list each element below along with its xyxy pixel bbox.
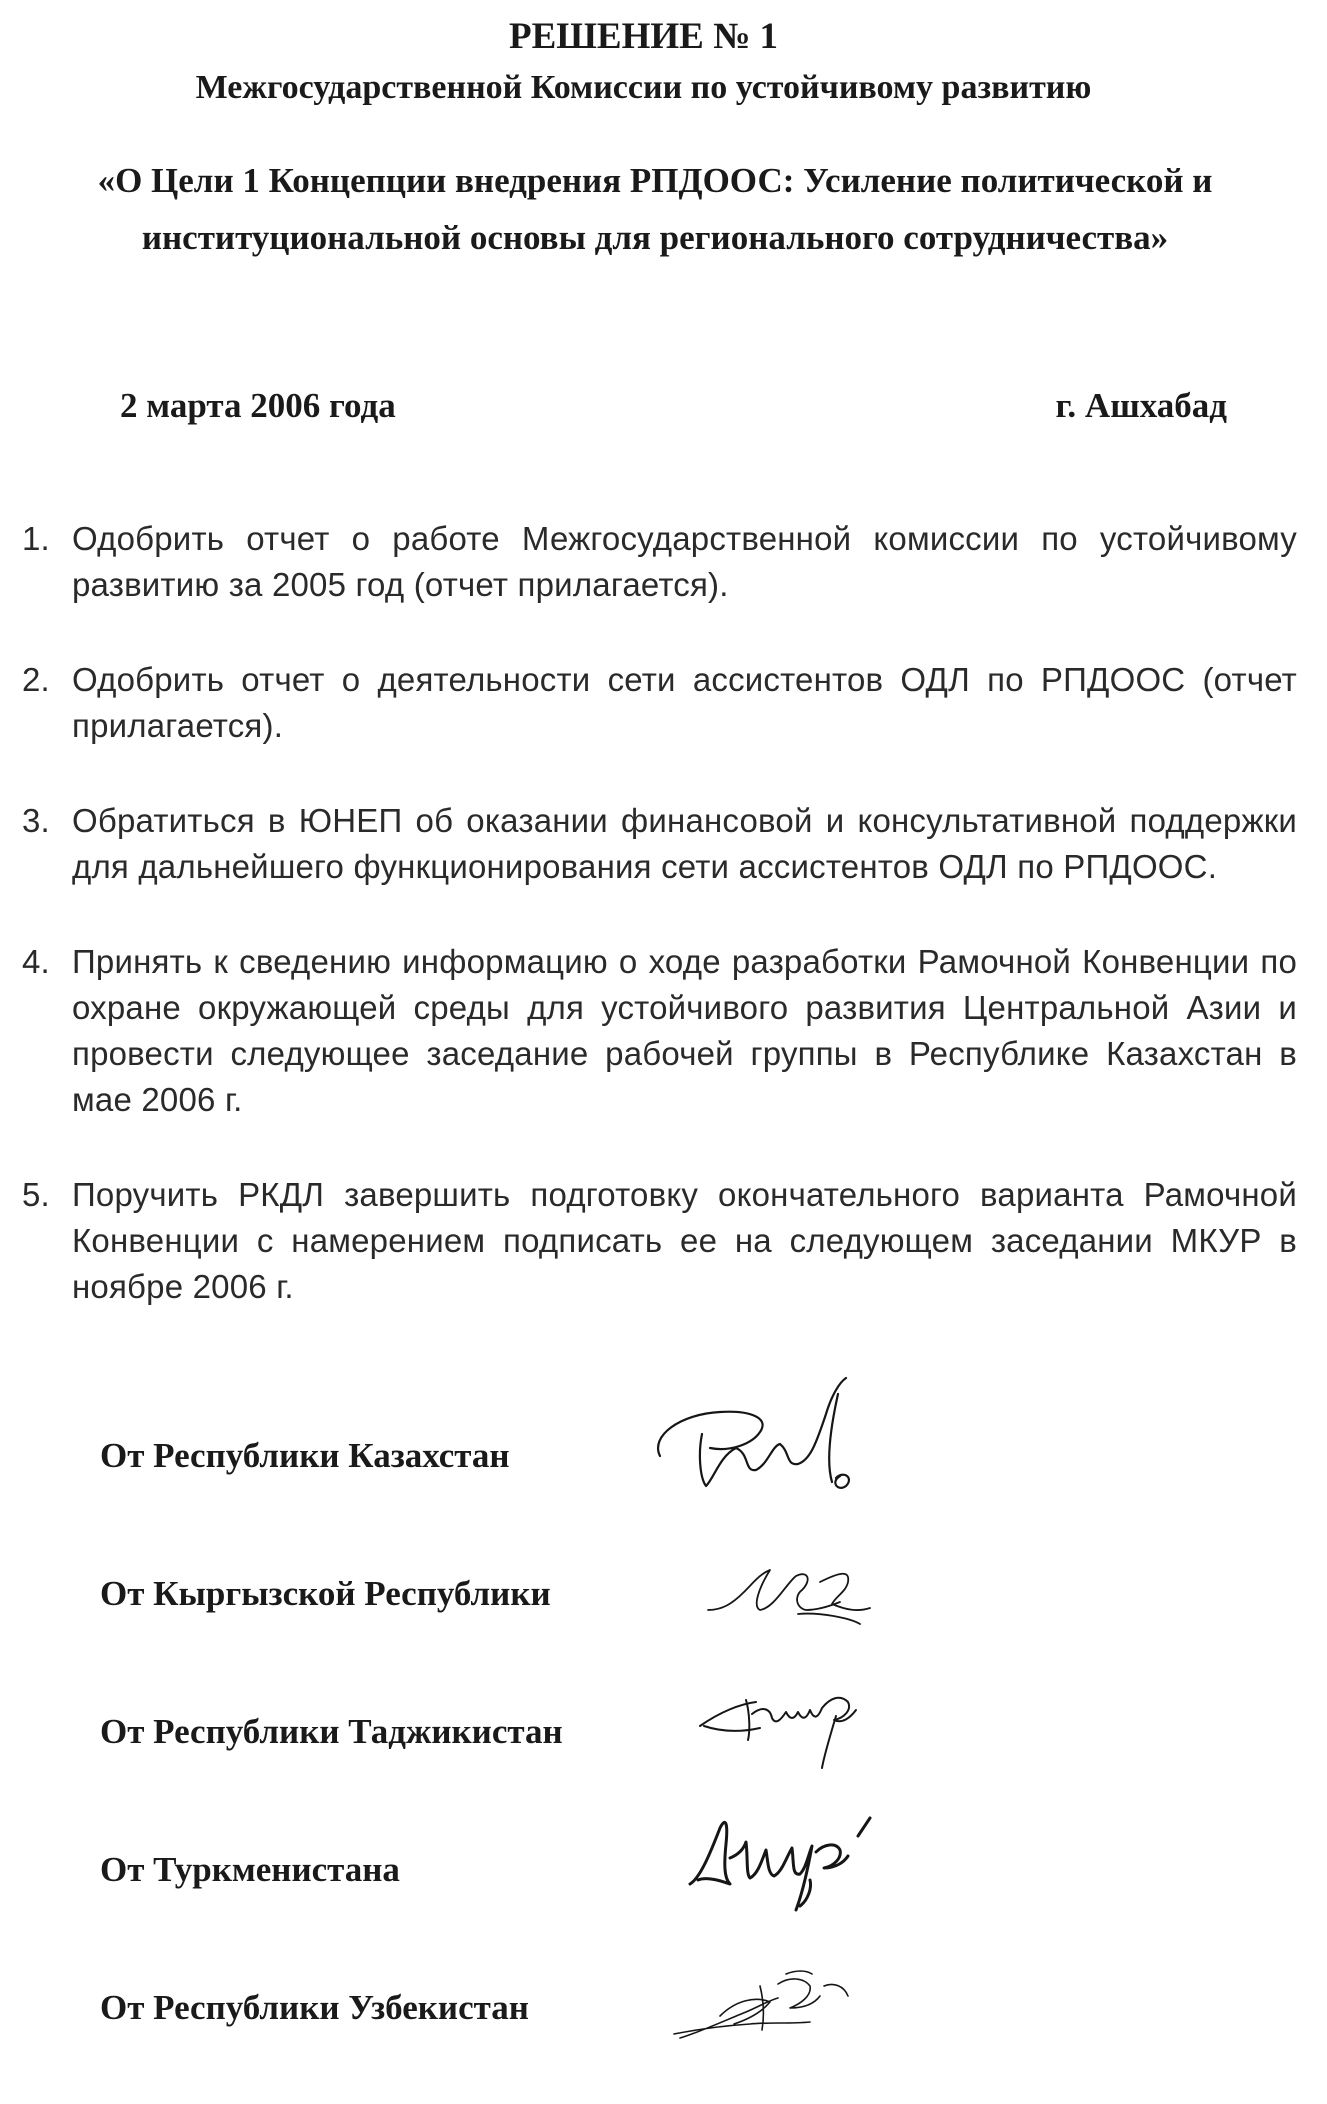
item-text: Поручить РКДЛ завершить подготовку окончательного варианта Рамочной Конвенции с намерением подписать ее на следующем заседании МКУР в ноябре 2006 г. <box>72 1176 1297 1305</box>
signature-mark <box>640 1374 880 1504</box>
item-number: 5. <box>22 1176 50 1213</box>
signature-mark <box>660 1926 900 2056</box>
decision-subject <box>20 152 1290 266</box>
signature-mark <box>700 1512 940 1642</box>
decision-items <box>22 516 1297 1359</box>
signature-mark <box>680 1788 920 1918</box>
subject-line: институциональной основы для регионального сотрудничества» <box>141 218 1169 257</box>
decision-item <box>22 657 1297 749</box>
decision-title: РЕШЕНИЕ № 1 <box>508 16 778 57</box>
signatory-label: От Кыргызской Республики <box>100 1574 551 1613</box>
signatory-row-turkmenistan <box>100 1828 1200 1966</box>
signatory-row-kyrgyzstan <box>100 1552 1200 1690</box>
signature-drawing <box>690 1650 930 1780</box>
signatory-row-uzbekistan <box>100 1966 1200 2104</box>
signatory-label: От Республики Таджикистан <box>100 1712 563 1751</box>
signature-drawing <box>660 1926 900 2056</box>
commission-name: Межгосударственной Комиссии по устойчивому развитию <box>195 69 1092 106</box>
item-number: 2. <box>22 661 50 698</box>
decision-item <box>22 1172 1297 1310</box>
item-number: 1. <box>22 520 50 557</box>
item-text: Принять к сведению информацию о ходе разработки Рамочной Конвенции по охране окружающей среды для устойчивого развития Центральной Азии и провести следующее заседание рабочей группы в Республике Казахстан в мае 2006 г. <box>72 943 1297 1118</box>
item-text: Обратиться в ЮНЕП об оказании финансовой и консультативной поддержки для дальнейшего функционирования сети ассистентов ОДЛ по РПДООС. <box>72 802 1297 885</box>
signatory-row-tajikistan <box>100 1690 1200 1828</box>
signature-mark <box>690 1650 930 1780</box>
signatory-label: От Туркменистана <box>100 1850 400 1889</box>
signature-drawing <box>700 1512 940 1642</box>
signatories-block <box>100 1414 1200 2104</box>
decision-item <box>22 798 1297 890</box>
item-number: 3. <box>22 802 50 839</box>
signature-drawing <box>680 1788 920 1918</box>
item-text: Одобрить отчет о работе Межгосударственной комиссии по устойчивому развитию за 2005 год (отчет прилагается). <box>72 520 1297 603</box>
decision-date: 2 марта 2006 года <box>120 386 396 425</box>
signatory-row-kazakhstan <box>100 1414 1200 1552</box>
decision-item <box>22 516 1297 608</box>
decision-place: г. Ашхабад <box>1055 386 1227 425</box>
signatory-label: От Республики Узбекистан <box>100 1988 529 2027</box>
signature-drawing <box>640 1374 880 1504</box>
signatory-label: От Республики Казахстан <box>100 1436 510 1475</box>
decision-item <box>22 939 1297 1123</box>
subject-line: «О Цели 1 Концепции внедрения РПДООС: Усиление политической и <box>97 161 1213 200</box>
item-number: 4. <box>22 943 50 980</box>
item-text: Одобрить отчет о деятельности сети ассистентов ОДЛ по РПДООС (отчет прилагается). <box>72 661 1297 744</box>
